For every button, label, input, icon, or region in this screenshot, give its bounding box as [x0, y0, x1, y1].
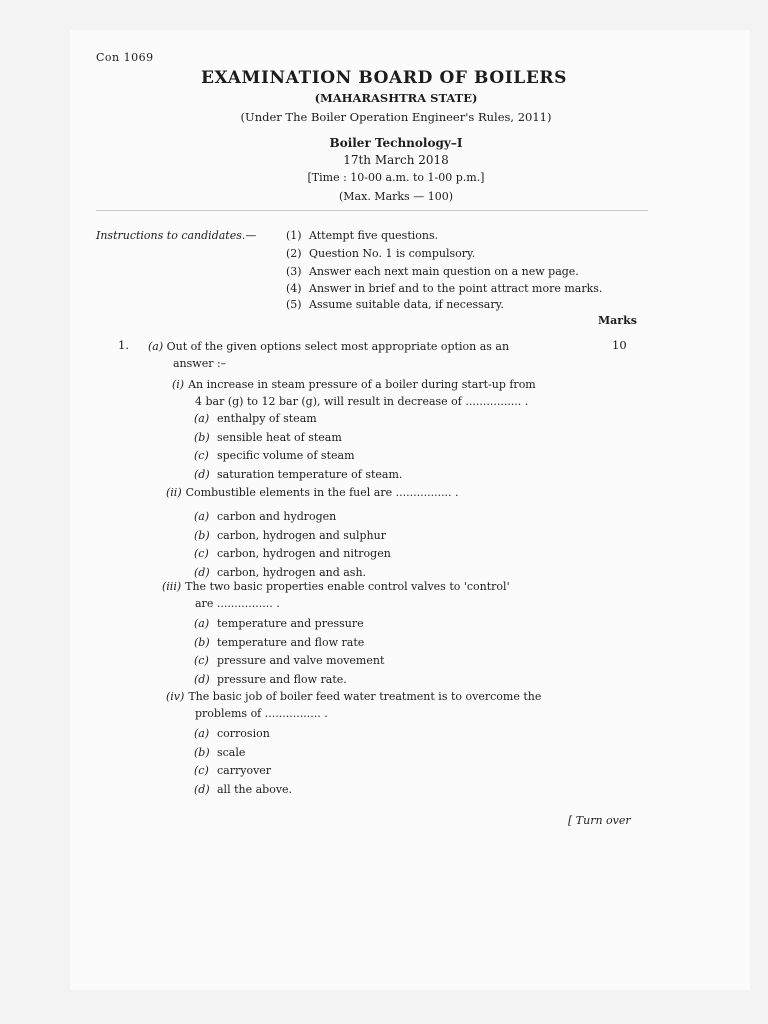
option-label: (a) [194, 510, 210, 523]
option-label: (c) [194, 547, 209, 561]
option-text: temperature and pressure [217, 617, 364, 630]
sub-question-label: (i) [172, 378, 185, 391]
exam-board-title: EXAMINATION BOARD OF BOILERS [201, 68, 567, 88]
marks-column-heading: Marks [598, 314, 637, 327]
option-text: saturation temperature of steam. [217, 467, 403, 481]
option-label: (d) [194, 782, 210, 796]
option-text: carryover [217, 764, 272, 778]
answer-option [194, 412, 317, 425]
question-text [148, 338, 509, 372]
question-number: 1. [118, 338, 129, 352]
answer-option [194, 510, 336, 523]
option-text: carbon, hydrogen and sulphur [217, 528, 386, 542]
option-text: scale [217, 745, 246, 759]
answer-option [194, 431, 342, 444]
option-label: (a) [194, 617, 210, 630]
sub-question-line2: are ................ . [195, 597, 280, 610]
answer-option [194, 529, 386, 542]
option-text: all the above. [217, 782, 293, 796]
option-text: corrosion [217, 727, 270, 740]
instruction-number: (1) [286, 229, 302, 242]
question-label: (a) [148, 340, 164, 353]
option-text: carbon and hydrogen [217, 510, 337, 523]
max-marks: (Max. Marks — 100) [339, 190, 453, 203]
option-text: carbon, hydrogen and nitrogen [217, 547, 391, 561]
option-label: (b) [194, 745, 210, 759]
option-text: specific volume of steam [217, 449, 355, 463]
question-marks: 10 [612, 338, 627, 352]
option-label: (c) [194, 654, 209, 668]
sub-question-label: (ii) [166, 486, 182, 499]
sub-question-line1: An increase in steam pressure of a boiler during start-up from [188, 378, 536, 391]
question-text-line1: Out of the given options select most appropriate option as an [166, 340, 510, 353]
answer-option [194, 617, 364, 630]
sub-question [162, 578, 510, 612]
answer-option [194, 636, 364, 649]
option-label: (b) [194, 528, 210, 542]
sub-question-label: (iv) [166, 690, 185, 703]
instruction-item [286, 298, 504, 311]
exam-date: 17th March 2018 [343, 153, 449, 167]
instruction-text: Attempt five questions. [309, 229, 439, 242]
turn-over-note: [ Turn over [568, 814, 631, 827]
instruction-text: Answer in brief and to the point attract more marks. [309, 282, 603, 295]
instruction-item [286, 229, 438, 242]
option-label: (c) [194, 764, 209, 778]
answer-option [194, 468, 402, 481]
question-text-line2: answer :– [173, 357, 227, 370]
sub-question-label: (iii) [162, 580, 182, 593]
instruction-number: (3) [286, 265, 302, 278]
instructions-heading: Instructions to candidates.— [96, 229, 257, 242]
answer-option [194, 727, 270, 740]
option-label: (a) [194, 412, 210, 425]
answer-option [194, 746, 245, 759]
option-text: pressure and flow rate. [217, 672, 347, 686]
exam-time: [Time : 10-00 a.m. to 1-00 p.m.] [307, 171, 485, 184]
option-label: (b) [194, 430, 210, 444]
option-text: enthalpy of steam [217, 412, 317, 425]
instruction-text: Question No. 1 is compulsory. [309, 247, 476, 260]
header-divider [96, 210, 648, 211]
sub-question-line1: The two basic properties enable control valves to 'control' [185, 580, 510, 593]
option-text: temperature and flow rate [217, 635, 365, 649]
instruction-text: Assume suitable data, if necessary. [309, 298, 504, 311]
instruction-number: (5) [286, 298, 302, 311]
option-text: sensible heat of steam [217, 430, 342, 444]
sub-question [166, 484, 459, 501]
answer-option [194, 783, 292, 796]
instruction-number: (2) [286, 247, 302, 260]
rules-line: (Under The Boiler Operation Engineer's Rules, 2011) [240, 110, 552, 124]
answer-option [194, 566, 366, 579]
option-label: (d) [194, 672, 210, 686]
answer-option [194, 673, 347, 686]
subject-title: Boiler Technology–I [329, 136, 463, 150]
answer-option [194, 449, 355, 462]
sub-question-line1: Combustible elements in the fuel are ................ . [185, 486, 459, 499]
state-name: (MAHARASHTRA STATE) [314, 91, 478, 105]
option-text: carbon, hydrogen and ash. [217, 565, 367, 579]
sub-question-line2: problems of ................ . [195, 707, 328, 720]
instruction-text: Answer each next main question on a new page. [309, 265, 579, 278]
option-label: (b) [194, 635, 210, 649]
sub-question-line2: 4 bar (g) to 12 bar (g), will result in decrease of ................ . [195, 395, 529, 408]
paper-code: Con 1069 [96, 51, 154, 64]
option-label: (d) [194, 565, 210, 579]
option-text: pressure and valve movement [217, 654, 385, 668]
option-label: (d) [194, 467, 210, 481]
answer-option [194, 654, 384, 667]
instruction-item [286, 282, 602, 295]
sub-question [166, 688, 541, 722]
option-label: (c) [194, 449, 209, 463]
sub-question-line1: The basic job of boiler feed water treatment is to overcome the [188, 690, 542, 703]
instruction-item [286, 265, 579, 278]
answer-option [194, 547, 391, 560]
option-label: (a) [194, 727, 210, 740]
instruction-number: (4) [286, 282, 302, 295]
sub-question [172, 376, 536, 410]
answer-option [194, 764, 271, 777]
instruction-item [286, 247, 475, 260]
